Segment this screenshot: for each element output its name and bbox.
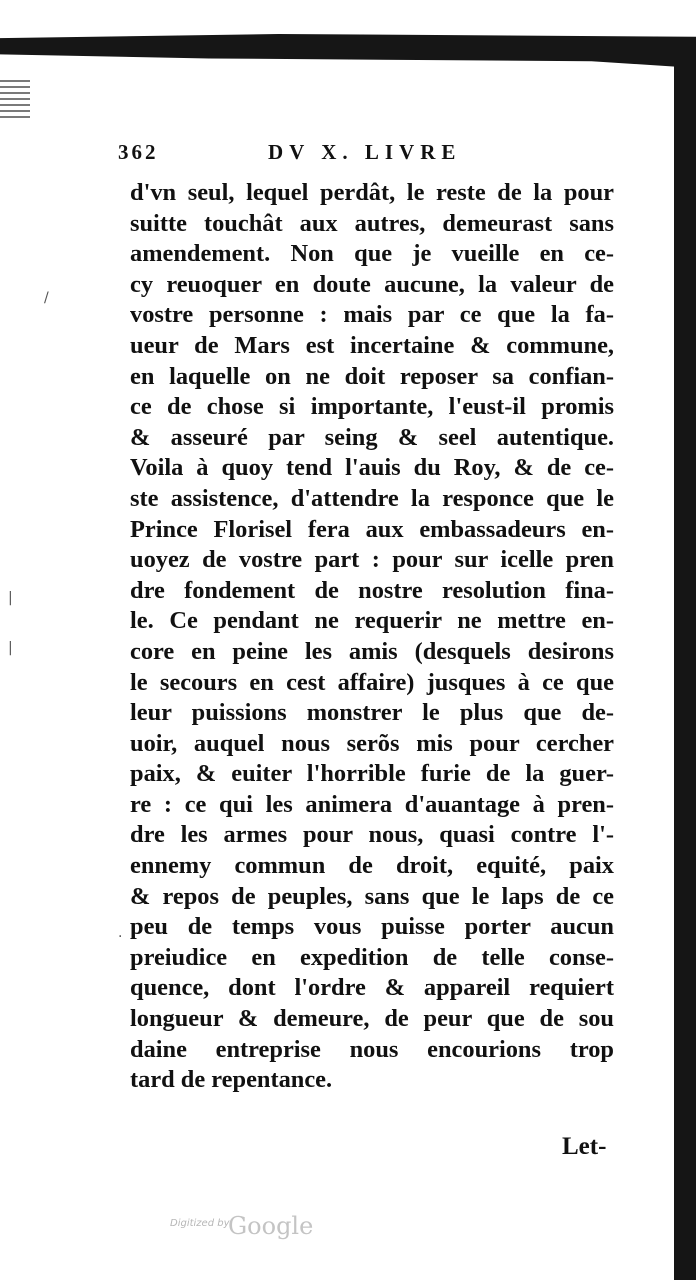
text-line: ce de chose si importante, l'eust-il promis	[130, 393, 614, 421]
text-line: amendement. Non que je vueille en ce-	[130, 240, 614, 268]
text-line: en laquelle on ne doit reposer sa confian-	[130, 362, 614, 390]
text-line: ueur de Mars est incertaine & commune,	[130, 331, 614, 359]
text-line: paix, & euiter l'horrible furie de la guer-	[130, 760, 614, 788]
text-line: & repos de peuples, sans que le laps de ce	[130, 882, 614, 910]
running-head	[118, 140, 488, 170]
text-line: re : ce qui les animera d'auantage à pren-	[130, 790, 614, 818]
margin-dot: .	[118, 925, 123, 941]
margin-tick: |	[8, 640, 13, 656]
margin-tick: |	[8, 590, 13, 606]
text-line: dre fondement de nostre resolution fina-	[130, 576, 614, 604]
text-line: tard de repentance.	[130, 1066, 333, 1094]
text-line: vostre personne : mais par ce que la fa-	[130, 301, 614, 329]
text-line: Voila à quoy tend l'auis du Roy, & de ce-	[130, 454, 614, 482]
text-line: ennemy commun de droit, equité, paix	[130, 852, 614, 880]
page-body	[130, 178, 614, 1096]
text-line: cy reuoquer en doute aucune, la valeur de	[130, 270, 614, 298]
text-line: dre les armes pour nous, quasi contre l'-	[130, 821, 614, 849]
margin-tick: /	[44, 290, 49, 306]
scan-edge-right	[674, 60, 696, 1280]
text-line: d'vn seul, lequel perdât, le reste de la pour	[130, 179, 614, 206]
google-watermark: Google	[228, 1212, 314, 1240]
scan-edge-top	[0, 34, 696, 68]
text-line: suitte touchât aux autres, demeurast sans	[130, 209, 614, 237]
text-line: leur puissions monstrer le plus que de-	[130, 699, 614, 727]
text-line: & asseuré par seing & seel autentique.	[130, 423, 614, 451]
scan-edge-left	[0, 80, 30, 120]
text-line: peu de temps vous puisse porter aucun	[130, 913, 614, 941]
text-line: daine entreprise nous encourions trop	[130, 1035, 614, 1063]
text-line: ste assistence, d'attendre la responce que le	[130, 484, 614, 512]
text-line: uoyez de vostre part : pour sur icelle pren	[130, 546, 614, 574]
text-line: preiudice en expedition de telle conse-	[130, 943, 614, 971]
page-number: 362	[118, 140, 159, 164]
text-line: le secours en cest affaire) jusques à ce que	[130, 668, 614, 696]
text-line: le. Ce pendant ne requerir ne mettre en-	[130, 607, 614, 635]
text-line: core en peine les amis (desquels desirons	[130, 637, 614, 665]
text-line: uoir, auquel nous serõs mis pour cercher	[130, 729, 614, 757]
text-line: Prince Florisel fera aux embassadeurs en-	[130, 515, 614, 543]
digitized-label: Digitized by	[170, 1218, 230, 1229]
running-title: DV X. LIVRE	[268, 140, 462, 164]
catchword: Let-	[562, 1133, 607, 1160]
text-line: longueur & demeure, de peur que de sou	[130, 1005, 614, 1033]
text-line: quence, dont l'ordre & appareil requiert	[130, 974, 614, 1002]
